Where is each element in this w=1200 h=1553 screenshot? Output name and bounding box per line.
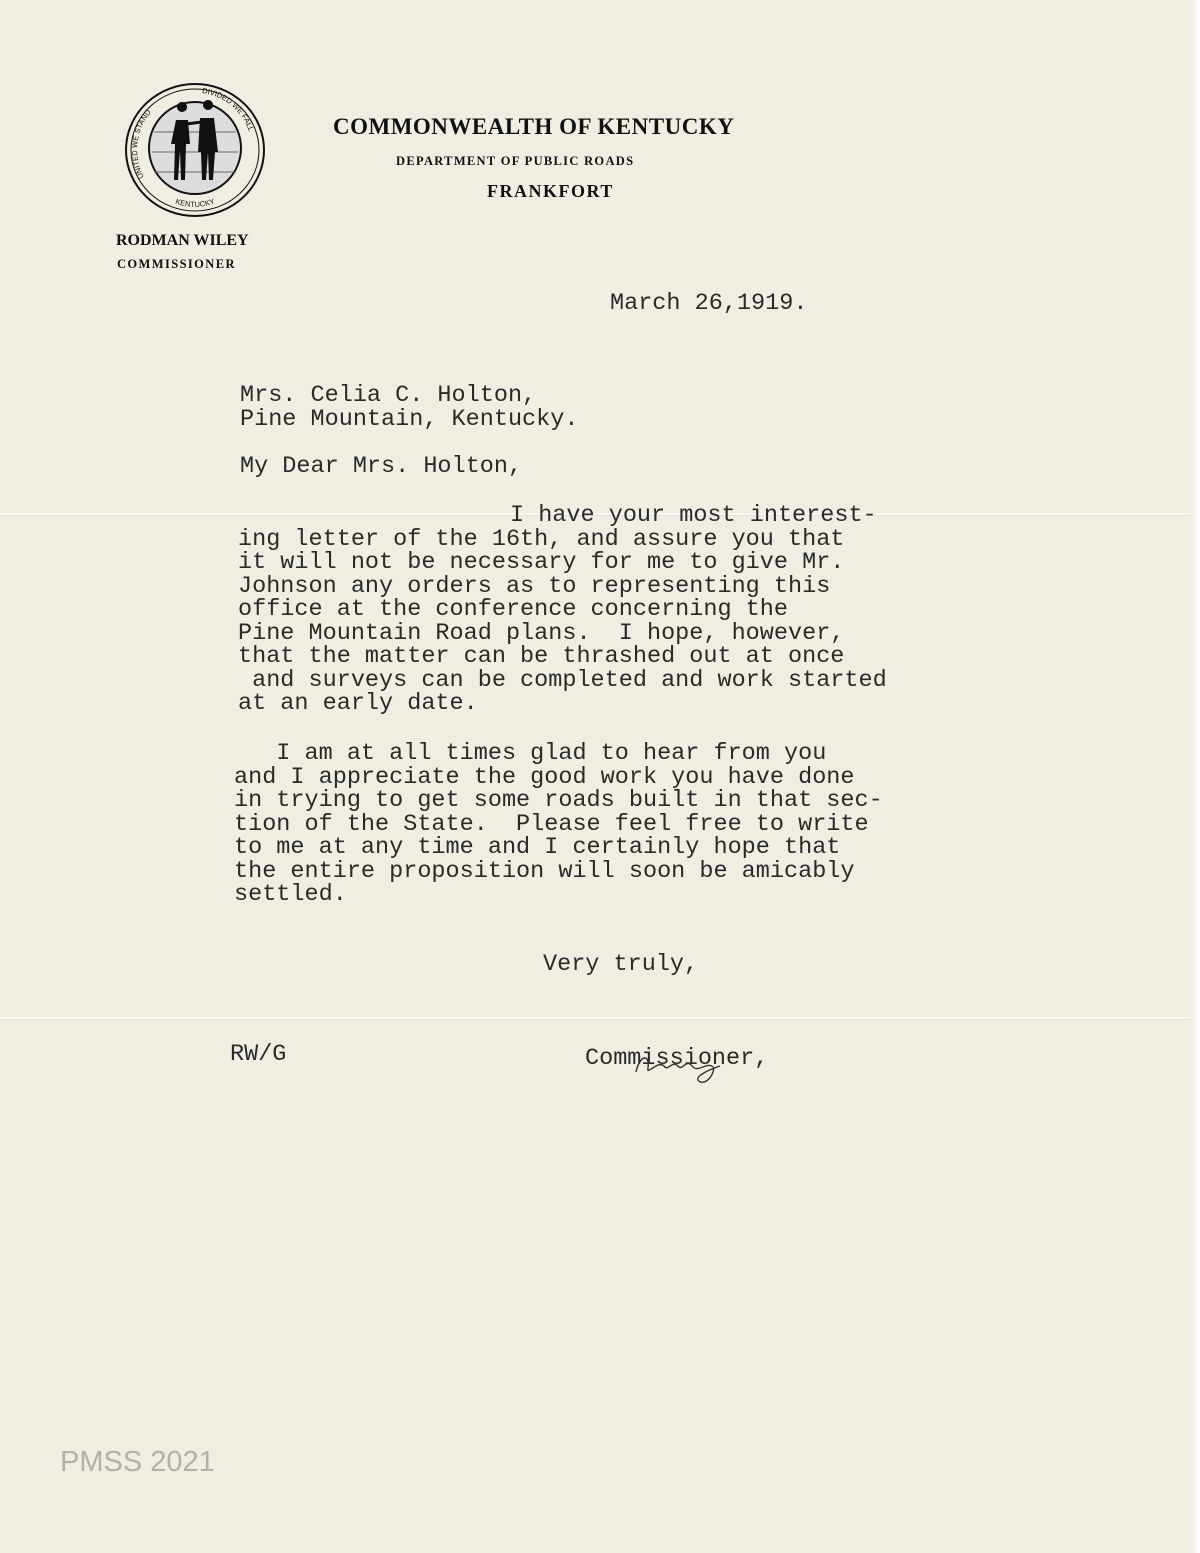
recipient-line: Pine Mountain, Kentucky. <box>240 405 579 433</box>
letterhead-department: DEPARTMENT OF PUBLIC ROADS <box>396 154 635 168</box>
paragraph-line: in trying to get some roads built in that sec- <box>234 787 883 814</box>
paragraph-line: office at the conference concerning the <box>238 596 788 623</box>
paragraph-line: to me at any time and I certainly hope that <box>234 834 841 861</box>
letter-date: March 26,1919. <box>610 290 808 317</box>
paragraph-line: settled. <box>234 881 347 908</box>
salutation: My Dear Mrs. Holton, <box>240 453 523 480</box>
paragraph-line: and surveys can be completed and work started <box>238 666 887 694</box>
letterhead-title: COMMONWEALTH OF KENTUCKY <box>333 114 735 139</box>
svg-text:KENTUCKY <box>174 197 215 209</box>
paragraph-line: at an early date. <box>238 690 478 717</box>
paragraph-line: it will not be necessary for me to give Mr. <box>238 549 845 576</box>
paragraph-line: Johnson any orders as to representing this <box>238 572 831 600</box>
watermark: PMSS 2021 <box>60 1446 215 1478</box>
paragraph-line: I have your most interest- <box>510 502 877 529</box>
closing: Very truly, <box>543 951 699 978</box>
seal-text-right: DIVIDED WE FALL <box>201 86 256 133</box>
paragraph-line: Pine Mountain Road plans. I hope, however, <box>238 619 845 647</box>
kentucky-seal-logo <box>124 82 266 218</box>
paragraph-line: and I appreciate the good work you have done <box>234 763 855 791</box>
paragraph-line: I am at all times glad to hear from you <box>234 740 827 767</box>
handwritten-signature <box>628 1050 738 1090</box>
signature-title: Commissioner, <box>585 1045 769 1072</box>
paragraph-line: ing letter of the 16th, and assure you that <box>238 525 845 553</box>
paragraph-line: that the matter can be thrashed out at once <box>238 643 845 670</box>
seal-text-bottom: KENTUCKY <box>174 196 216 209</box>
paragraph-1 <box>238 504 887 716</box>
recipient-line: Mrs. Celia C. Holton, <box>240 382 537 409</box>
commissioner-name: RODMAN WILEY <box>116 232 249 249</box>
commissioner-title: COMMISSIONER <box>117 257 236 271</box>
paragraph-line: the entire proposition will soon be amicably <box>234 857 855 885</box>
paragraph-line: tion of the State. Please feel free to write <box>234 810 869 838</box>
letterhead-city: FRANKFORT <box>487 181 614 201</box>
seal-text-left: UNITED WE STAND <box>130 107 153 181</box>
paragraph-2 <box>234 742 883 907</box>
typist-initials: RW/G <box>230 1041 287 1068</box>
paper-fold <box>0 1017 1200 1019</box>
recipient-address <box>240 384 578 431</box>
paper-edge <box>1190 0 1200 1553</box>
